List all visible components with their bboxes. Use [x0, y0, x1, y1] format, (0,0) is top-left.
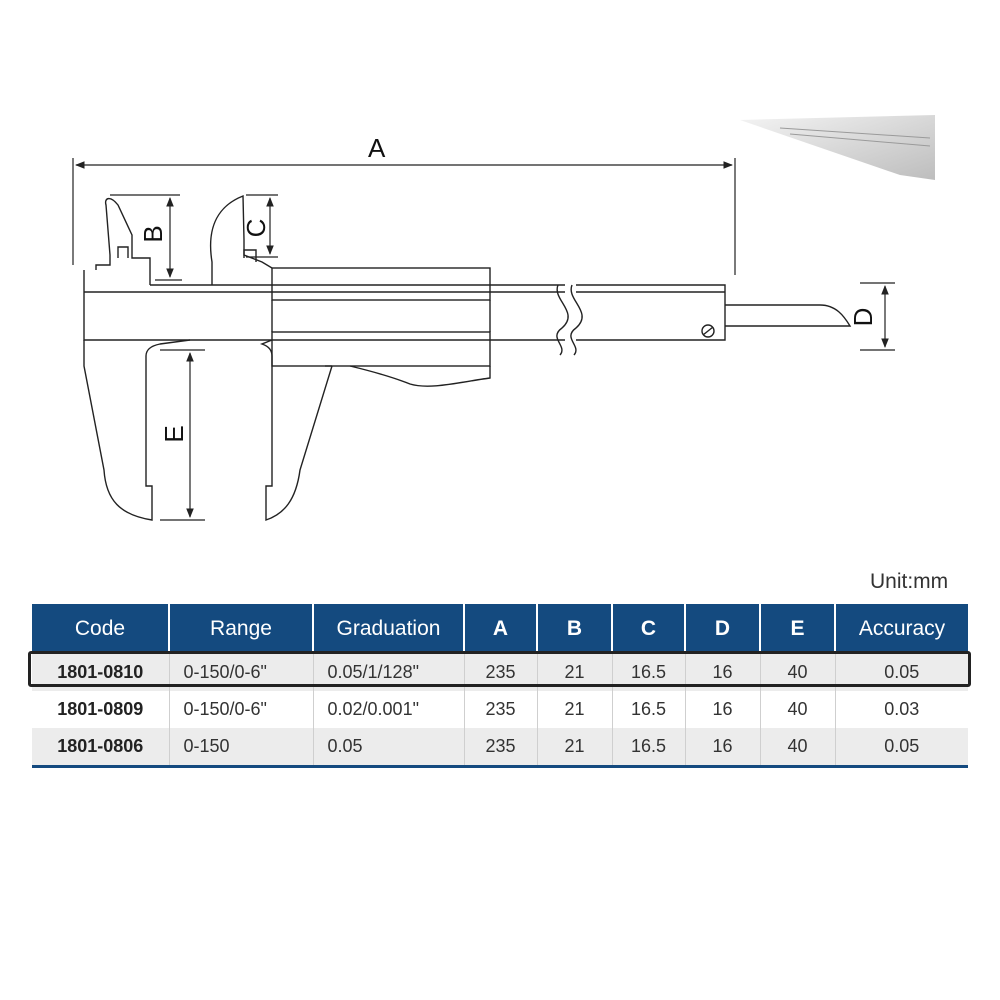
cell-e: 40	[760, 691, 835, 728]
header-code: Code	[32, 604, 169, 654]
dimension-label-b: B	[138, 225, 168, 243]
unit-label: Unit:mm	[870, 570, 949, 593]
table-row	[32, 691, 968, 728]
dimension-label-a: A	[368, 133, 386, 163]
header-e: E	[760, 604, 835, 654]
cell-e: 40	[760, 728, 835, 767]
dimension-b	[110, 195, 182, 280]
table-row	[32, 728, 968, 767]
header-graduation: Graduation	[313, 604, 464, 654]
table-header-row	[32, 604, 968, 654]
dimension-label-e: E	[159, 425, 189, 443]
cell-d: 16	[685, 728, 760, 767]
cell-d: 16	[685, 691, 760, 728]
cell-graduation: 0.05/1/128"	[313, 654, 464, 691]
table-row	[32, 654, 968, 691]
cell-a: 235	[464, 728, 537, 767]
cell-range: 0-150/0-6"	[169, 654, 313, 691]
dimension-a	[73, 133, 735, 275]
cell-c: 16.5	[612, 728, 685, 767]
cell-c: 16.5	[612, 691, 685, 728]
cell-b: 21	[537, 728, 612, 767]
dimension-label-d: D	[848, 307, 878, 327]
cell-code: 1801-0810	[32, 654, 169, 691]
cell-b: 21	[537, 654, 612, 691]
cell-range: 0-150	[169, 728, 313, 767]
ruler-photo-fragment	[740, 115, 935, 180]
cell-code: 1801-0809	[57, 699, 144, 719]
cell-code: 1801-0806	[32, 728, 169, 767]
dimension-label-c: C	[241, 218, 271, 238]
spec-table	[32, 604, 968, 768]
dimension-d	[848, 283, 895, 350]
dimension-e	[159, 350, 205, 520]
header-accuracy: Accuracy	[835, 604, 968, 654]
cell-accuracy: 0.03	[835, 691, 968, 728]
header-d: D	[685, 604, 760, 654]
header-c: C	[612, 604, 685, 654]
cell-a: 235	[464, 691, 537, 728]
cell-range: 0-150/0-6"	[169, 691, 313, 728]
cell-d: 16	[685, 654, 760, 691]
header-a: A	[464, 604, 537, 654]
cell-e: 40	[760, 654, 835, 691]
cell-b: 21	[537, 691, 612, 728]
cell-accuracy: 0.05	[835, 728, 968, 767]
cell-graduation: 0.02/0.001"	[313, 691, 464, 728]
cell-c: 16.5	[612, 654, 685, 691]
cell-a: 235	[464, 654, 537, 691]
cell-graduation: 0.05	[313, 728, 464, 767]
header-range: Range	[169, 604, 313, 654]
header-b: B	[537, 604, 612, 654]
cell-accuracy: 0.05	[835, 654, 968, 691]
dimension-c	[241, 195, 278, 257]
